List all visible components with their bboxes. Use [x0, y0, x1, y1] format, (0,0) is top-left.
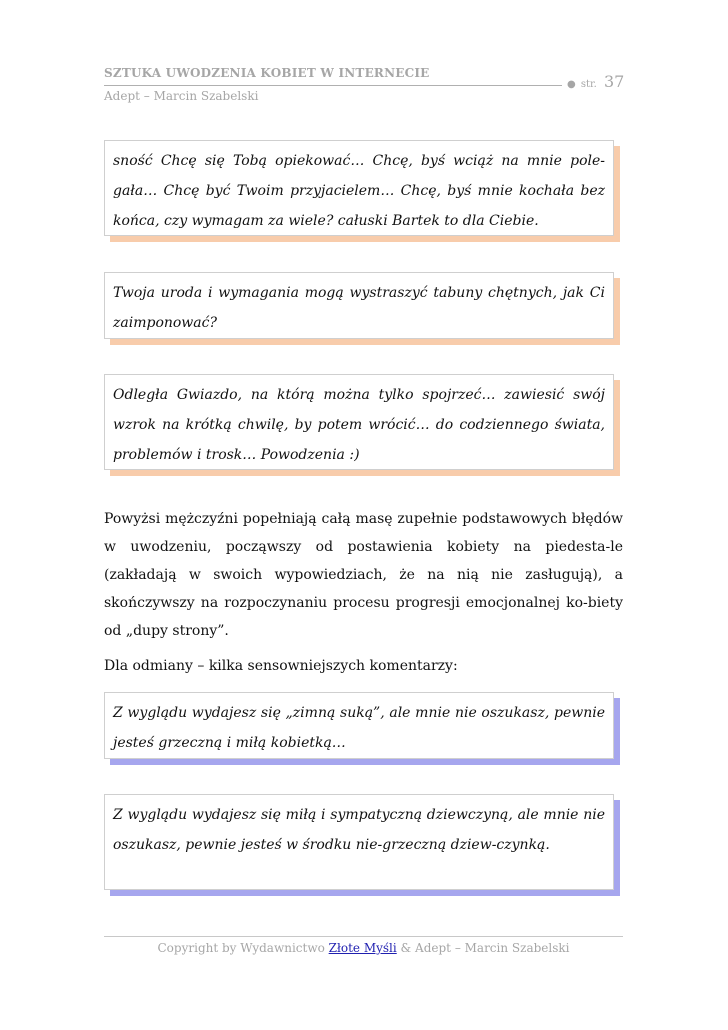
body-paragraph: Powyżsi mężczyźni popełniają całą masę zupełnie podstawowych błędów w uwodzeniu, począwszy od postawienia kobiety na piedesta-le (zakładają w swoich wypowiedziach, że na nią nie zasługują), a skończywszy na rozpoczynaniu procesu progresji emocjonalnej ko-biety od „dupy strony”.: [104, 511, 623, 639]
body-intro: Dla odmiany – kilka sensowniejszych komentarzy:: [104, 658, 458, 674]
page-footer: [104, 941, 623, 955]
quote-text-5: Z wyglądu wydajesz się miłą i sympatyczną dziewczyną, ale mnie nie oszukasz, pewnie jesteś w środku nie-grzeczną dziew-czynką.: [113, 807, 605, 853]
quote-box-1: [104, 140, 614, 236]
page-number: 37: [603, 72, 625, 91]
author-line: Adept – Marcin Szabelski: [104, 89, 259, 103]
quote-text-1: sność Chcę się Tobą opiekować… Chcę, byś wciąż na mnie pole-gała… Chcę być Twoim przyjacielem… Chcę, byś mnie kochała bez końca, czy wymagam za wiele? całuski Bartek to dla Ciebie.: [113, 153, 605, 229]
footer-rule: [104, 936, 623, 937]
quote-box-2: [104, 272, 614, 339]
quote-box-4: [104, 692, 614, 759]
quote-box-3: [104, 374, 614, 470]
footer-suffix: & Adept – Marcin Szabelski: [396, 941, 570, 955]
page-label: str.: [580, 79, 597, 90]
publisher-link[interactable]: Złote Myśli: [328, 941, 397, 955]
footer-prefix: Copyright by Wydawnictwo: [157, 941, 329, 955]
header-rule: [104, 85, 562, 86]
quote-text-2: Twoja uroda i wymagania mogą wystraszyć tabuny chętnych, jak Ci zaimponować?: [113, 285, 605, 331]
page-number-block: [567, 72, 624, 91]
quote-box-5: [104, 794, 614, 890]
quote-text-4: Z wyglądu wydajesz się „zimną suką”, ale mnie nie oszukasz, pewnie jesteś grzeczną i miłą kobietką…: [113, 705, 605, 751]
book-title: SZTUKA UWODZENIA KOBIET W INTERNECIE: [104, 66, 430, 80]
quote-text-3: Odległa Gwiazdo, na którą można tylko spojrzeć… zawiesić swój wzrok na krótką chwilę, by potem wrócić… do codziennego świata, problemów i trosk… Powodzenia :): [113, 387, 605, 463]
bullet-icon: ●: [567, 79, 576, 90]
